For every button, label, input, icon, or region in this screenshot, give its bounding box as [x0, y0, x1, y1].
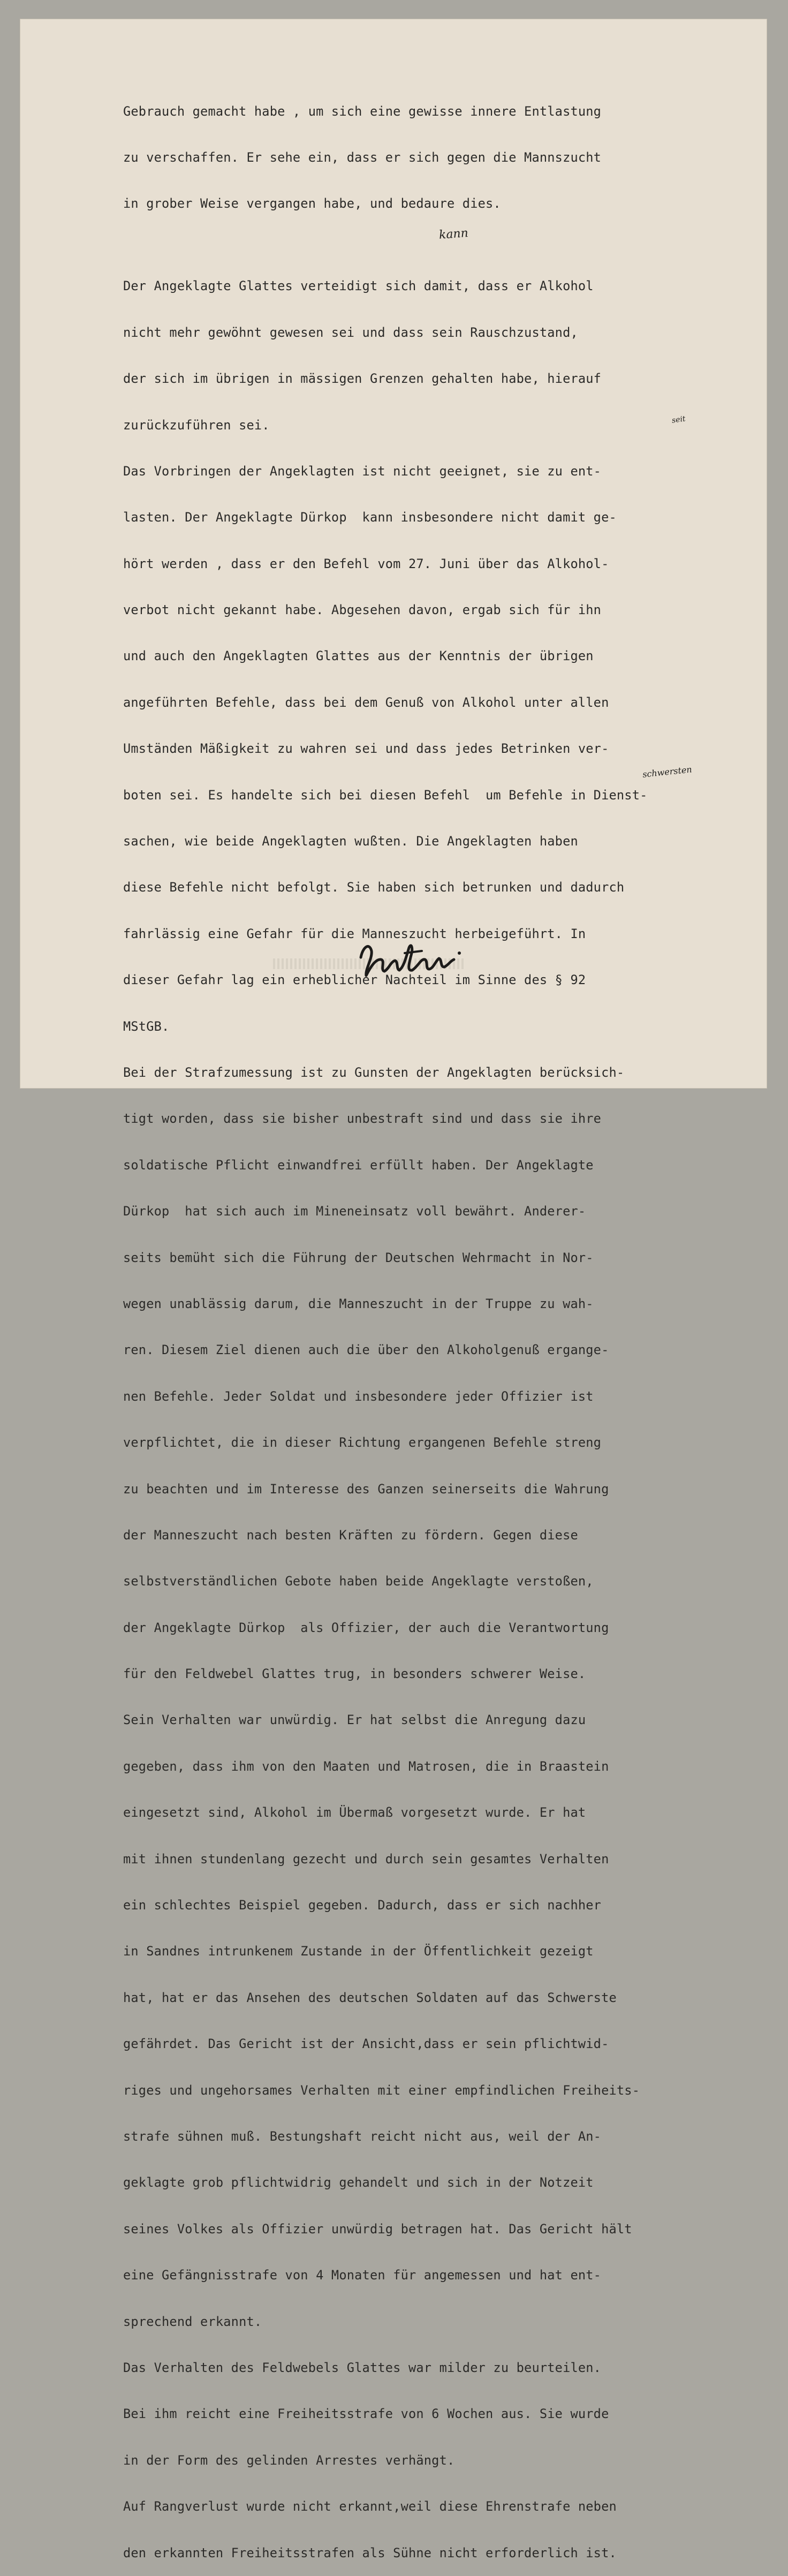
text-line: ren. Diesem Ziel dienen auch die über den Alkoholgenuß ergange- — [123, 1342, 609, 1358]
text-line: gegeben, dass ihm von den Maaten und Matrosen, die in Braastein — [123, 1758, 609, 1774]
paragraph-gap — [123, 243, 733, 248]
text-line: tigt worden, dass sie bisher unbestraft sind und dass sie ihre — [123, 1111, 602, 1127]
text-line: seits bemüht sich die Führung der Deutschen Wehrmacht in Nor- — [123, 1250, 594, 1265]
text-line: Gebrauch gemacht habe , um sich eine gewisse innere Entlastung — [123, 103, 602, 119]
text-line: und auch den Angeklagten Glattes aus der Kenntnis der übrigen — [123, 648, 594, 664]
text-line: seines Volkes als Offizier unwürdig betragen hat. Das Gericht hält — [123, 2221, 632, 2237]
text-line: eingesetzt sind, Alkohol im Übermaß vorgesetzt wurde. Er hat — [123, 1805, 586, 1820]
text-line: zu verschaffen. Er sehe ein, dass er sich gegen die Mannszucht — [123, 149, 602, 165]
text-line: der Angeklagte Dürkop als Offizier, der auch die Verantwortung — [123, 1620, 609, 1635]
handwritten-correction: kann — [438, 226, 469, 242]
text-line: sprechend erkannt. — [123, 2314, 262, 2329]
text-line: geklagte grob pflichtwidrig gehandelt und sich in der Notzeit — [123, 2175, 594, 2190]
text-line: dieser Gefahr lag ein erheblicher Nachteil im Sinne des § 92 — [123, 972, 586, 988]
text-line: der Manneszucht nach besten Kräften zu fördern. Gegen diese — [123, 1527, 578, 1543]
text-line: Auf Rangverlust wurde nicht erkannt,weil diese Ehrenstrafe neben — [123, 2499, 617, 2514]
text-line: selbstverständlichen Gebote haben beide Angeklagte verstoßen, — [123, 1574, 594, 1589]
text-line: Bei ihm reicht eine Freiheitsstrafe von 6 Wochen aus. Sie wurde — [123, 2406, 609, 2422]
text-line: in Sandnes intrunkenem Zustande in der Öffentlichkeit gezeigt — [123, 1944, 594, 1959]
text-line: zurückzuführen sei. — [123, 417, 270, 433]
text-line: angeführten Befehle, dass bei dem Genuß von Alkohol unter allen — [123, 694, 609, 710]
text-line: nicht mehr gewöhnt gewesen sei und dass sein Rauschzustand, — [123, 324, 578, 340]
text-line: eine Gefängnisstrafe von 4 Monaten für angemessen und hat ent- — [123, 2268, 602, 2283]
text-line: gefährdet. Das Gericht ist der Ansicht,dass er sein pflichtwid- — [123, 2036, 609, 2052]
text-line: wegen unablässig darum, die Manneszucht in der Truppe zu wah- — [123, 1296, 594, 1311]
text-line: Der Angeklagte Glattes verteidigt sich damit, dass er Alkohol — [123, 278, 594, 294]
text-line: den erkannten Freiheitsstrafen als Sühne nicht erforderlich ist. — [123, 2545, 617, 2560]
text-line: ein schlechtes Beispiel gegeben. Dadurch, dass er sich nachher — [123, 1898, 602, 1913]
text-line: Dürkop hat sich auch im Mineneinsatz voll bewährt. Anderer- — [123, 1204, 586, 1219]
text-line: nen Befehle. Jeder Soldat und insbesondere jeder Offizier ist — [123, 1388, 594, 1404]
text-line: soldatische Pflicht einwandfrei erfüllt haben. Der Angeklagte — [123, 1157, 594, 1173]
text-line: boten sei. Es handelte sich bei diesen Befehl um Befehle in Dienst- — [123, 787, 648, 803]
text-line: Umständen Mäßigkeit zu wahren sei und dass jedes Betrinken ver- — [123, 741, 609, 757]
text-line: lasten. Der Angeklagte Dürkop kann insbesondere nicht damit ge- — [123, 510, 617, 525]
text-line: riges und ungehorsames Verhalten mit einer empfindlichen Freiheits- — [123, 2082, 640, 2098]
text-line: MStGB. — [123, 1018, 170, 1034]
typed-body — [123, 73, 733, 2576]
text-line: fahrlässig eine Gefahr für die Manneszucht herbeigeführt. In — [123, 926, 586, 941]
text-line: Das Verhalten des Feldwebels Glattes war milder zu beurteilen. — [123, 2360, 602, 2375]
text-line: Bei der Strafzumessung ist zu Gunsten der Angeklagten berücksich- — [123, 1065, 625, 1080]
text-line: zu beachten und im Interesse des Ganzen seinerseits die Wahrung — [123, 1481, 609, 1497]
text-line: Das Vorbringen der Angeklagten ist nicht geeignet, sie zu ent- — [123, 463, 602, 479]
text-line: für den Feldwebel Glattes trug, in besonders schwerer Weise. — [123, 1666, 586, 1682]
text-line: hört werden , dass er den Befehl vom 27. Juni über das Alkohol- — [123, 556, 609, 571]
text-line: der sich im übrigen in mässigen Grenzen gehalten habe, hierauf — [123, 371, 602, 387]
text-line: mit ihnen stundenlang gezecht und durch sein gesamtes Verhalten — [123, 1851, 609, 1867]
text-line: strafe sühnen muß. Bestungshaft reicht nicht aus, weil der An- — [123, 2128, 602, 2144]
text-line: sachen, wie beide Angeklagten wußten. Die Angeklagten haben — [123, 834, 578, 849]
signature — [353, 926, 476, 985]
text-line: verbot nicht gekannt habe. Abgesehen davon, ergab sich für ihn — [123, 602, 602, 618]
text-line: diese Befehle nicht befolgt. Sie haben sich betrunken und dadurch — [123, 880, 625, 895]
handwritten-correction: seit — [671, 414, 686, 425]
text-line: Sein Verhalten war unwürdig. Er hat selbst die Anregung dazu — [123, 1712, 586, 1728]
handwritten-correction: schwersten — [642, 764, 693, 780]
text-line: in grober Weise vergangen habe, und bedaure dies. — [123, 196, 501, 211]
text-line: in der Form des gelinden Arrestes verhängt. — [123, 2452, 455, 2468]
text-line: verpflichtet, die in dieser Richtung ergangenen Befehle streng — [123, 1435, 602, 1451]
text-line: hat, hat er das Ansehen des deutschen Soldaten auf das Schwerste — [123, 1990, 617, 2005]
